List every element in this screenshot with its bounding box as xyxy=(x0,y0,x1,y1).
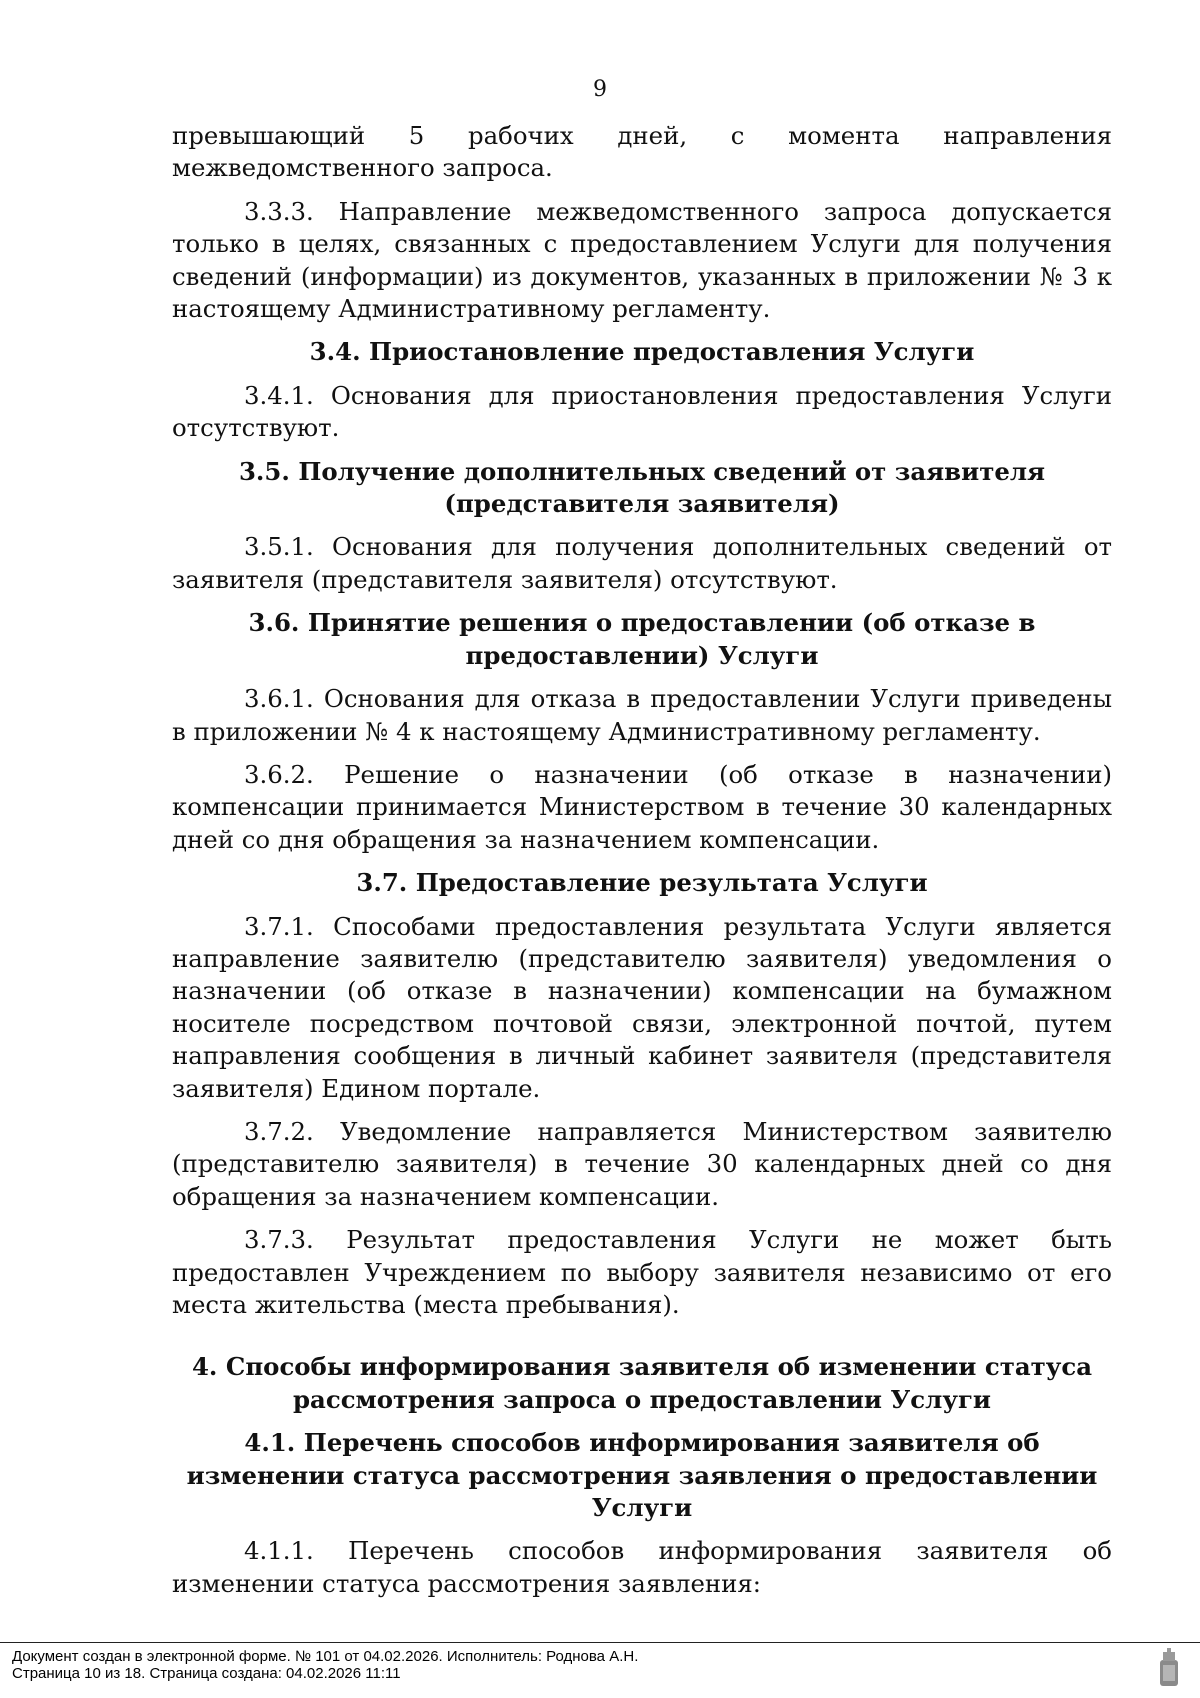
footer-line-2: Страница 10 из 18. Страница создана: 04.02.2026 11:11 xyxy=(12,1665,401,1682)
page-number: 9 xyxy=(593,77,607,102)
footer-divider xyxy=(0,1642,1200,1643)
footer xyxy=(12,1648,638,1682)
paragraph-4-1-1: 4.1.1. Перечень способов информирования заявителя об изменении статуса рассмотрения заявления: xyxy=(172,1536,1112,1598)
paragraph-3-6-2: 3.6.2. Решение о назначении (об отказе в назначении) компенсации принимается Министерством в течение 30 календарных дней со дня обращения за назначением компенсации. xyxy=(172,759,1112,854)
paragraph-3-6-1: 3.6.1. Основания для отказа в предоставлении Услуги приведены в приложении № 4 к настоящему Административному регламенту. xyxy=(172,684,1112,746)
paragraph-3-7-2: 3.7.2. Уведомление направляется Министерством заявителю (представителю заявителя) в течение 30 календарных дней со дня обращения за назначением компенсации. xyxy=(172,1116,1112,1211)
heading-3-6: 3.6. Принятие решения о предоставлении (об отказе в предоставлении) Услуги xyxy=(248,608,1036,670)
heading-3-5: 3.5. Получение дополнительных сведений от заявителя (представителя заявителя) xyxy=(238,456,1046,519)
paragraph-3-7-3: 3.7.3. Результат предоставления Услуги не может быть предоставлен Учреждением по выбору заявителя независимо от его места жительства (места пребывания). xyxy=(172,1225,1112,1319)
heading-4-1: 4.1. Перечень способов информирования заявителя об изменении статуса рассмотрения заявления о предоставлении Услуги xyxy=(186,1428,1098,1523)
paragraph-3-5-1: 3.5.1. Основания для получения дополнительных сведений от заявителя (представителя заявителя) отсутствуют. xyxy=(172,532,1112,594)
crest-icon xyxy=(1158,1648,1180,1688)
heading-section-4: 4. Способы информирования заявителя об изменении статуса рассмотрения запроса о предоставлении Услуги xyxy=(191,1352,1093,1414)
paragraph-3-7-1: 3.7.1. Способами предоставления результата Услуги является направление заявителю (представителю заявителя) уведомления о назначении (об отказе в назначении) компенсации на бумажном носителе посредством почтовой связи, электронной почтой, путем направления сообщения в личный кабинет заявителя (представителя заявителя) Едином портале. xyxy=(172,911,1112,1103)
paragraph-3-4-1: 3.4.1. Основания для приостановления предоставления Услуги отсутствуют. xyxy=(172,380,1112,443)
document-body xyxy=(172,120,1112,1611)
heading-3-4: 3.4. Приостановление предоставления Услуги xyxy=(309,337,975,367)
paragraph-3-3-3: 3.3.3. Направление межведомственного запроса допускается только в целях, связанных с предоставлением Услуги для получения сведений (информации) из документов, указанных в приложении № 3 к настоящему Административному регламенту. xyxy=(172,196,1112,324)
footer-line-1: Документ создан в электронной форме. № 101 от 04.02.2026. Исполнитель: Роднова А.Н. xyxy=(12,1648,639,1665)
paragraph: превышающий 5 рабочих дней, с момента направления межведомственного запроса. xyxy=(172,121,1112,183)
heading-3-7: 3.7. Предоставление результата Услуги xyxy=(356,868,928,898)
